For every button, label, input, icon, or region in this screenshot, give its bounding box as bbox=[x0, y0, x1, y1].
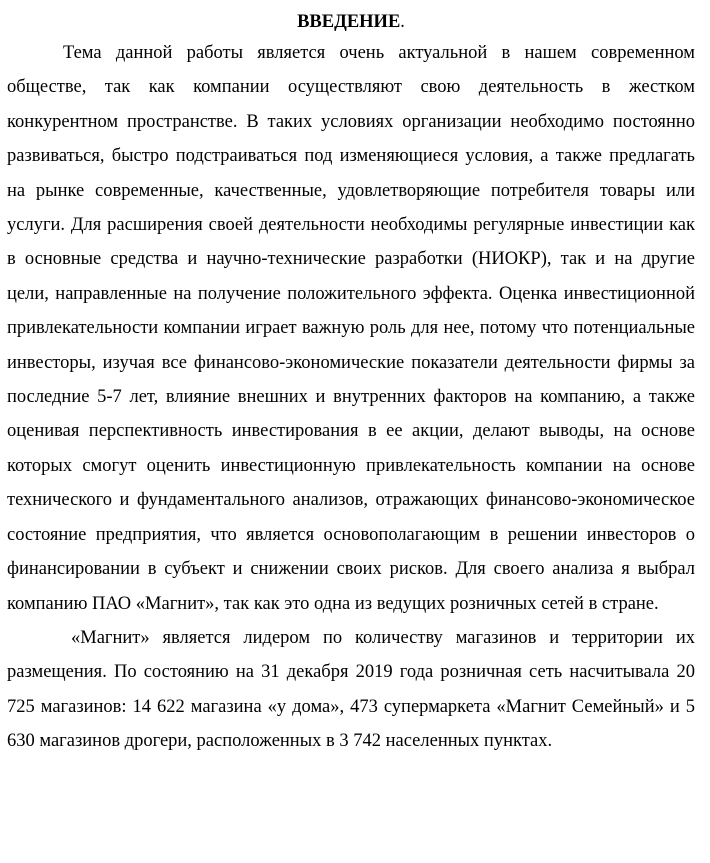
page-title-text: ВВЕДЕНИЕ bbox=[297, 12, 401, 32]
page-title bbox=[7, 11, 695, 33]
intro-paragraph: Тема данной работы является очень актуальной в нашем современном обществе, так как компании осуществляют свою деятельность в жестком конкурентном пространстве. В таких условиях организации необходимо постоянно развиваться, быстро подстраиваться под изменяющиеся условия, а также предлагать на рынке современные, качественные, удовлетворяющие потребителя товары или услуги. Для расширения своей деятельности необходимы регулярные инвестиции как в основные средства и научно-технические разработки (НИОКР), так и на другие цели, направленные на получение положительного эффекта. Оценка инвестиционной привлекательности компании играет важную роль для нее, потому что потенциальные инвесторы, изучая все финансово-экономические показатели деятельности фирмы за последние 5-7 лет, влияние внешних и внутренних факторов на компанию, а также оценивая перспективность инвестирования в ее акции, делают выводы, на основе которых смогут оценить инвестиционную привлекательность компании на основе технического и фундаментального анализов, отражающих финансово-экономическое состояние предприятия, что является основополагающим в решении инвесторов о финансировании в субъект и снижении своих рисков. Для своего анализа я выбрал компанию ПАО «Магнит», так как это одна из ведущих розничных сетей в стране. bbox=[7, 43, 695, 614]
page-title-period: . bbox=[400, 12, 405, 32]
company-paragraph: «Магнит» является лидером по количеству магазинов и территории их размещения. По состоянию на 31 декабря 2019 года розничная сеть насчитывала 20 725 магазинов: 14 622 магазина «у дома», 473 супермаркета «Магнит Семейный» и 5 630 магазинов дрогери, расположенных в 3 742 населенных пунктах. bbox=[7, 627, 695, 752]
